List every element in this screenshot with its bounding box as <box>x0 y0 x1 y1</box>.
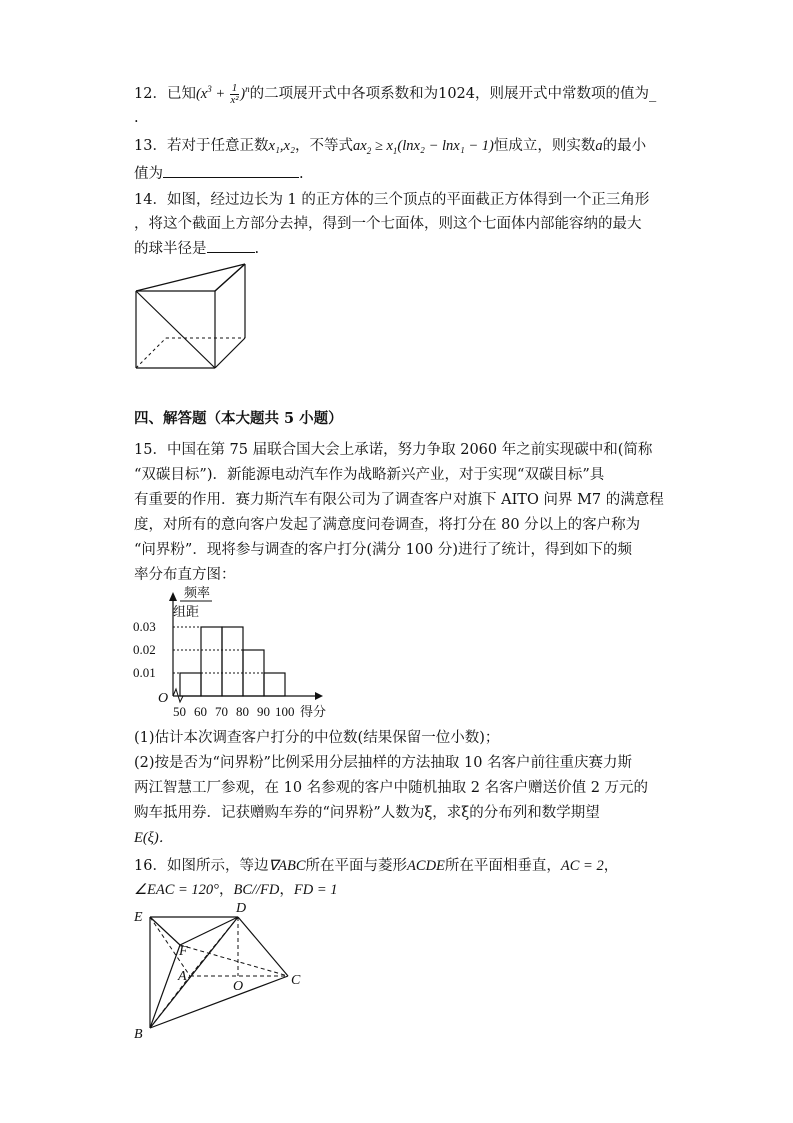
question-15-line-5: “问界粉”．现将参与调查的客户打分(满分 100 分)进行了统计，得到如下的频 <box>134 542 633 558</box>
cube-figure <box>128 258 253 376</box>
label-O: O <box>233 979 244 994</box>
question-15-line-2: “双碳目标”)．新能源电动汽车作为战略新兴产业，对于实现“双碳目标”具 <box>134 467 605 483</box>
question-12-continuation: . <box>134 110 139 126</box>
binomial-expression: ($x^3$ + $\frac{1}{\text{x²}}$ )$^n$ <box>195 82 250 106</box>
label-B: B <box>134 1027 143 1042</box>
question-15-sub-2-line-4: E(ξ)． <box>134 830 174 846</box>
y-tick-label: 0.02 <box>133 642 156 657</box>
label-F: F <box>179 944 188 959</box>
question-15-sub-2-line-2: 两江智慧工厂参观，在 10 名参观的客户中随机抽取 2 名客户赠送价值 2 万元的 <box>134 780 649 796</box>
answer-blank[interactable] <box>163 163 299 178</box>
question-16-line-2: ∠EAC = 120°，BC//FD，FD = 1 <box>134 882 338 898</box>
question-16-line-1: 16．如图所示，等边∇ABC所在平面与菱形ACDE所在平面相垂直，AC = 2， <box>134 858 619 874</box>
answer-blank[interactable] <box>207 238 255 253</box>
question-number: 13． <box>134 138 167 154</box>
x-axis-arrow <box>315 692 323 700</box>
question-15-sub-1: (1)估计本次调查客户打分的中位数(结果保留一位小数)； <box>134 730 500 746</box>
x-tick-label: 70 <box>215 704 228 719</box>
question-14-line-1: 14．如图，经过边长为 1 的正方体的三个顶点的平面截正方体得到一个正三角形 <box>134 192 650 208</box>
geometry-figure <box>128 900 308 1042</box>
question-13: 13．若对于任意正数x₁,x₂，不等式$ax_2 \ge x_1(\ln x_2 - \ln x_1 - 1)$恒成立，则实数a的最小 <box>134 138 647 156</box>
label-D: D <box>236 901 247 916</box>
x-axis-label: 得分 <box>300 704 327 719</box>
frequency-histogram <box>128 584 338 720</box>
question-15-line-1: 15．中国在第 75 届联合国大会上承诺，努力争取 2060 年之前实现碳中和(简称 <box>134 442 653 458</box>
label-A: A <box>178 969 187 984</box>
question-number: 12． <box>134 85 167 102</box>
question-13-line-2: 值为 . <box>134 163 304 184</box>
y-tick-label: 0.01 <box>133 665 156 680</box>
histogram-bar <box>201 627 222 696</box>
question-15-line-6: 率分布直方图： <box>134 567 236 583</box>
x-tick-label: 60 <box>194 704 207 719</box>
section-title: 四、解答题（本大题共 5 小题） <box>134 410 343 427</box>
question-12: 12．已知($x^3$ + $\frac{1}{\text{x²}}$ )$^n$的二项展开式中各项系数和为1024，则展开式中常数项的值为_ <box>134 82 657 106</box>
histogram-bar <box>180 673 201 696</box>
label-E: E <box>134 910 143 925</box>
x-tick-label: 50 <box>173 704 186 719</box>
x-tick-label: 100 <box>275 704 295 719</box>
y-tick-label: 0.03 <box>133 619 156 634</box>
question-14-line-3: 的球半径是 . <box>134 238 259 259</box>
x-tick-label: 80 <box>236 704 249 719</box>
question-15-sub-2-line-3: 购车抵用券．记获赠购车券的“问界粉”人数为ξ，求ξ的分布列和数学期望 <box>134 805 600 821</box>
y-label-top: 频率 <box>184 585 211 600</box>
inequality: $ax_2 \ge x_1(\ln x_2 - \ln x_1 - 1)$ <box>353 138 494 156</box>
question-15-line-4: 度，对所有的意向客户发起了满意度问卷调查，将打分在 80 分以上的客户称为 <box>134 517 641 533</box>
histogram-bar <box>264 673 285 696</box>
x-tick-label: 90 <box>257 704 270 719</box>
origin-label: O <box>158 691 169 706</box>
question-15-line-3: 有重要的作用．赛力斯汽车有限公司为了调查客户对旗下 AITO 问界 M7 的满意程 <box>134 492 664 508</box>
histogram-bar <box>222 627 243 696</box>
question-15-sub-2-line-1: (2)按是否为“问界粉”比例采用分层抽样的方法抽取 10 名客户前往重庆赛力斯 <box>134 755 633 771</box>
y-label-bottom: 组距 <box>173 604 200 619</box>
y-axis-arrow <box>169 592 177 601</box>
question-14-line-2: ，将这个截面上方部分去掉，得到一个七面体，则这个七面体内部能容纳的最大 <box>134 216 642 232</box>
label-C: C <box>291 973 301 988</box>
